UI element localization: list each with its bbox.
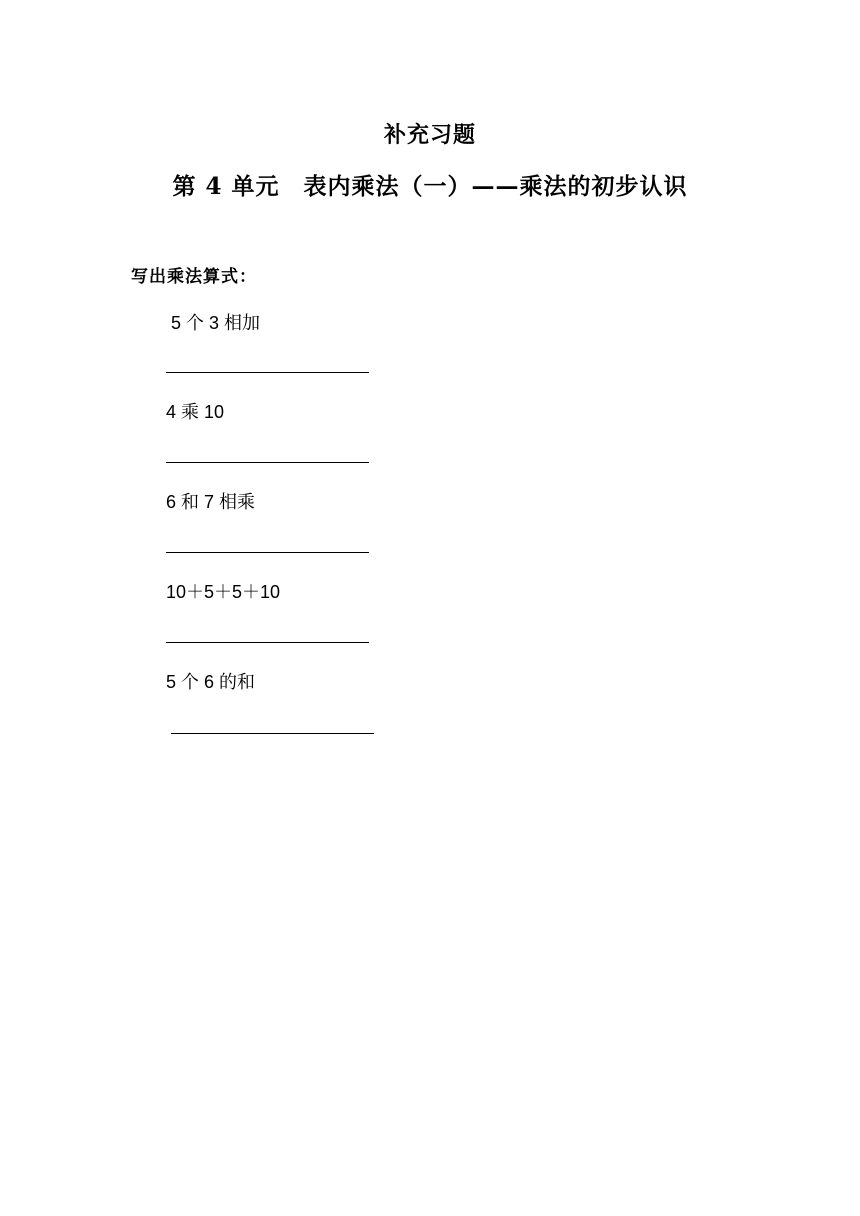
question-3-answer-line[interactable] xyxy=(166,552,369,553)
question-5-answer-line[interactable] xyxy=(171,733,374,734)
question-5-prompt: 5 个 6 的和 xyxy=(166,672,256,692)
worksheet-title: 补充习题 xyxy=(383,122,476,148)
question-2-prompt: 4 乘 10 xyxy=(166,402,225,422)
question-1-prompt: 5 个 3 相加 xyxy=(171,313,261,333)
instruction-text: 写出乘法算式： xyxy=(131,267,257,287)
unit-subtitle: 第 4 单元 表内乘法（一）——乘法的初步认识 xyxy=(172,173,688,200)
question-2-answer-line[interactable] xyxy=(166,462,369,463)
question-1-answer-line[interactable] xyxy=(166,372,369,373)
question-4-prompt: 10＋5＋5＋10 xyxy=(166,582,281,602)
question-3-prompt: 6 和 7 相乘 xyxy=(166,492,256,512)
question-4-answer-line[interactable] xyxy=(166,642,369,643)
